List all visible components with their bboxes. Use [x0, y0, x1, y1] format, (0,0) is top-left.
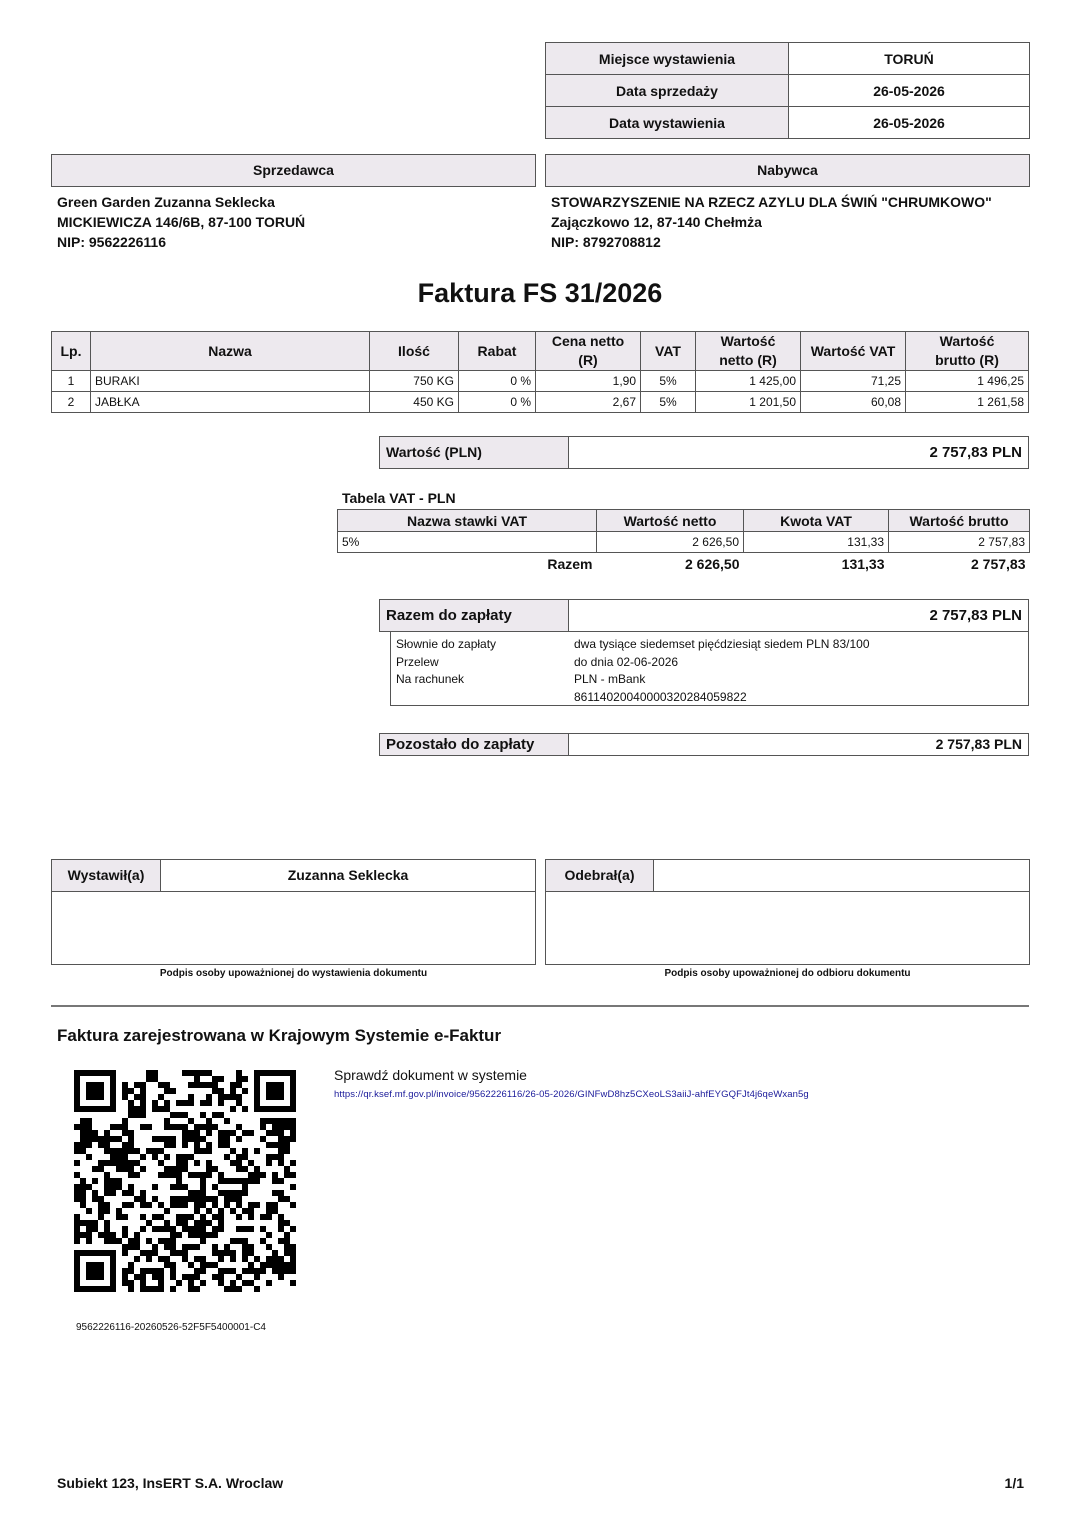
seller-details	[57, 192, 305, 252]
col-gross-value-line2: brutto (R)	[935, 352, 999, 368]
col-name: Nazwa	[91, 332, 370, 371]
vat-col-vat: Kwota VAT	[744, 510, 889, 532]
row-name: BURAKI	[91, 371, 370, 392]
col-qty: Ilość	[370, 332, 459, 371]
remaining-amount: 2 757,83 PLN	[568, 733, 1029, 756]
seller-nip: NIP: 9562226116	[57, 234, 166, 250]
issued-signature-field[interactable]	[51, 891, 536, 965]
row-net-value: 1 201,50	[696, 392, 801, 413]
row-discount: 0 %	[459, 392, 536, 413]
vat-sum-gross: 2 757,83	[971, 556, 1026, 572]
value-label: Wartość (PLN)	[379, 436, 569, 469]
col-vat-value: Wartość VAT	[801, 332, 906, 371]
row-net-price: 1,90	[536, 371, 641, 392]
row-vat-value: 60,08	[801, 392, 906, 413]
received-signature-field[interactable]	[545, 891, 1030, 965]
col-net-price-line1: Cena netto	[551, 333, 625, 349]
col-gross-value-line1: Wartość	[939, 333, 995, 349]
invoice-title: Faktura FS 31/2026	[417, 278, 663, 308]
account-bank: PLN - mBank	[574, 672, 646, 686]
page-number: 1/1	[1004, 1475, 1024, 1491]
vat-row-rate: 5%	[338, 532, 597, 553]
place-label: Miejsce wystawienia	[546, 43, 789, 75]
ksef-verify-link[interactable]: https://qr.ksef.mf.gov.pl/invoice/9562226116/26-05-2026/GINFwD8hz5CXeoLS3aiiJ-ahfEYGQFJt4j6qeWxan5g	[334, 1089, 809, 1100]
footer-software: Subiekt 123, InsERT S.A. Wroclaw	[57, 1475, 284, 1491]
row-qty: 450 KG	[370, 392, 459, 413]
vat-sum-net: 2 626,50	[685, 556, 740, 572]
words-value: dwa tysiące siedemset pięćdziesiąt siedem PLN 83/100	[574, 637, 870, 651]
buyer-nip: NIP: 8792708812	[551, 234, 661, 250]
row-gross-value: 1 261,58	[906, 392, 1029, 413]
vat-col-gross: Wartość brutto	[889, 510, 1030, 532]
seller-header: Sprzedawca	[51, 154, 536, 187]
vat-row-net: 2 626,50	[597, 532, 744, 553]
row-vat: 5%	[641, 371, 696, 392]
received-by-label: Odebrał(a)	[545, 859, 654, 892]
vat-table	[337, 509, 1030, 575]
account-label: Na rachunek	[396, 672, 465, 686]
vat-header-row	[338, 510, 1030, 532]
row-vat-value: 71,25	[801, 371, 906, 392]
issued-signature-caption: Podpis osoby upoważnionej do wystawienia dokumentu	[159, 968, 428, 979]
col-net-value-line1: Wartość	[720, 333, 776, 349]
row-lp: 2	[52, 392, 91, 413]
items-header-row	[52, 332, 1029, 371]
buyer-address: Zajączkowo 12, 87-140 Chełmża	[551, 214, 762, 230]
row-name: JABŁKA	[91, 392, 370, 413]
qr-code-icon	[74, 1070, 296, 1292]
vat-col-net: Wartość netto	[597, 510, 744, 532]
section-divider	[51, 1005, 1029, 1007]
vat-sum-label: Razem	[547, 556, 593, 572]
issued-by-name: Zuzanna Seklecka	[160, 859, 536, 892]
vat-col-rate: Nazwa stawki VAT	[338, 510, 597, 532]
table-row	[52, 371, 1029, 392]
col-net-price	[536, 332, 641, 371]
row-vat: 5%	[641, 392, 696, 413]
row-lp: 1	[52, 371, 91, 392]
vat-sum-vat: 131,33	[841, 556, 885, 572]
ksef-check-label: Sprawdź dokument w systemie	[334, 1067, 527, 1083]
issue-date-value: 26-05-2026	[789, 107, 1030, 139]
buyer-name: STOWARZYSZENIE NA RZECZ AZYLU DLA ŚWIŃ "CHRUMKOWO"	[551, 194, 992, 210]
payment-label: Razem do zapłaty	[379, 599, 569, 632]
vat-sum-row	[338, 553, 1030, 576]
seller-address: MICKIEWICZA 146/6B, 87-100 TORUŃ	[57, 214, 306, 230]
payment-detail-labels	[396, 636, 496, 689]
words-label: Słownie do zapłaty	[396, 637, 497, 651]
sale-date-label: Data sprzedaży	[546, 75, 789, 107]
table-row	[52, 392, 1029, 413]
ksef-number: 9562226116-20260526-52F5F5400001-C4	[76, 1322, 266, 1333]
row-gross-value: 1 496,25	[906, 371, 1029, 392]
qr-code-graphic	[74, 1070, 296, 1292]
invoice-meta-table	[545, 42, 1030, 139]
col-lp: Lp.	[52, 332, 91, 371]
vat-row-gross: 2 757,83	[889, 532, 1030, 553]
issued-by-label: Wystawił(a)	[51, 859, 161, 892]
method-value: do dnia 02-06-2026	[574, 654, 679, 669]
buyer-details	[551, 192, 992, 252]
row-net-value: 1 425,00	[696, 371, 801, 392]
received-signature-caption: Podpis osoby upoważnionej do odbioru dokumentu	[664, 968, 911, 979]
row-discount: 0 %	[459, 371, 536, 392]
col-gross-value	[906, 332, 1029, 371]
remaining-label: Pozostało do zapłaty	[379, 733, 569, 756]
payment-amount: 2 757,83 PLN	[568, 599, 1029, 632]
items-table	[51, 331, 1029, 413]
col-discount: Rabat	[459, 332, 536, 371]
value-amount: 2 757,83 PLN	[568, 436, 1029, 469]
place-value: TORUŃ	[789, 43, 1030, 75]
row-qty: 750 KG	[370, 371, 459, 392]
col-vat: VAT	[641, 332, 696, 371]
account-number: 86114020040000320284059822	[574, 689, 747, 704]
seller-name: Green Garden Zuzanna Seklecka	[57, 194, 275, 210]
buyer-header: Nabywca	[545, 154, 1030, 187]
row-net-price: 2,67	[536, 392, 641, 413]
col-net-value	[696, 332, 801, 371]
issue-date-label: Data wystawienia	[546, 107, 789, 139]
col-net-value-line2: netto (R)	[719, 352, 777, 368]
payment-detail-values	[574, 636, 870, 706]
col-net-price-line2: (R)	[578, 352, 598, 368]
received-by-name	[653, 859, 1030, 892]
qr-modules	[74, 1070, 296, 1292]
method-label: Przelew	[396, 654, 439, 669]
vat-table-caption: Tabela VAT - PLN	[342, 490, 456, 506]
sale-date-value: 26-05-2026	[789, 75, 1030, 107]
table-row	[338, 532, 1030, 553]
ksef-heading: Faktura zarejestrowana w Krajowym Systemie e-Faktur	[57, 1026, 502, 1045]
vat-row-vat: 131,33	[744, 532, 889, 553]
